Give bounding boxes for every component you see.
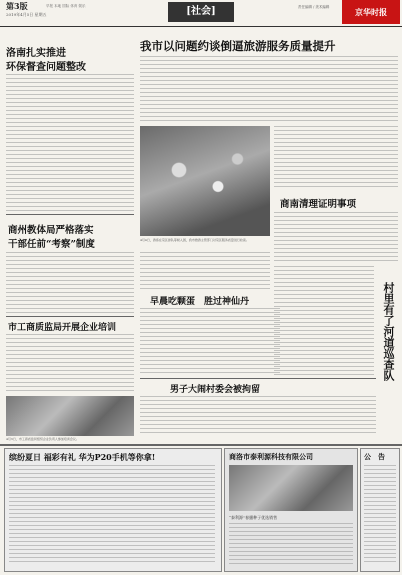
main-article-body-cont (274, 126, 398, 188)
company-ad-subtitle: “泰利源”春播种子优选销售 (229, 515, 278, 520)
section-label: [社会] (168, 2, 234, 22)
nav-line: 早报 本地 国际 体育 娱乐 (46, 4, 86, 8)
mid-headline-2: 早晨吃颗蛋 胜过神仙丹 (150, 297, 250, 307)
notice-title: 公 告 (364, 452, 385, 461)
notice-box (360, 448, 400, 572)
editor-note: 责任编辑 / 美术编辑 (298, 5, 330, 9)
mid-headline-3: 男子大闹村委会被拘留 (170, 385, 261, 395)
company-ad (224, 448, 358, 572)
lottery-ad (4, 448, 222, 572)
left-article-1-body (6, 74, 134, 212)
company-ad-title: 商洛市泰利源科技有限公司 (229, 452, 313, 461)
main-article-lower (140, 252, 270, 290)
left-article-2-body (6, 252, 134, 314)
main-article-body (140, 56, 398, 122)
right-article-body (274, 266, 374, 376)
ad-divider (0, 444, 402, 446)
issue-date: 2019年4月5日 星期五 (6, 12, 47, 17)
company-photo (229, 465, 353, 511)
training-photo (6, 396, 134, 436)
main-photo-caption: 4月4日，游客在景区排队等候入园，我市旅游主管部门对景区服务质量进行检查。 (140, 238, 249, 242)
left-headline-3: 市工商质监局开展企业培训 (8, 323, 117, 333)
mid-article-3-body (140, 396, 376, 436)
left-photo-caption: 4月3日，市工商质监局组织企业负责人参加培训会议。 (6, 437, 79, 441)
right-vertical-headline: 村里有了河道巡查队 (382, 282, 395, 381)
left-headline-1: 洛南扎实推进 (6, 48, 66, 59)
mid-article-1-body (274, 212, 398, 262)
lottery-ad-body (9, 465, 215, 565)
left-headline-2: 商州教体局严格落实 (8, 225, 94, 236)
divider (6, 214, 134, 215)
left-headline-1b: 环保督查问题整改 (6, 62, 86, 73)
page-number: 第3版 (6, 1, 28, 11)
company-ad-body (229, 523, 353, 567)
divider (140, 378, 376, 379)
newspaper-brand: 京华时报 (342, 0, 400, 24)
lottery-ad-title: 缤纷夏日 福彩有礼 华为P20手机等你拿! (9, 452, 156, 462)
mid-headline-1: 商南清理证明事项 (280, 199, 357, 210)
main-headline: 我市以问题约谈倒逼旅游服务质量提升 (140, 39, 336, 53)
tourist-crowd-photo (140, 126, 270, 236)
notice-body (364, 465, 396, 565)
left-article-3-body (6, 334, 134, 394)
divider (6, 316, 134, 317)
mid-article-2-body (140, 308, 280, 376)
left-headline-2b: 干部任前“考察”制度 (8, 239, 95, 250)
masthead-bar (0, 0, 402, 27)
